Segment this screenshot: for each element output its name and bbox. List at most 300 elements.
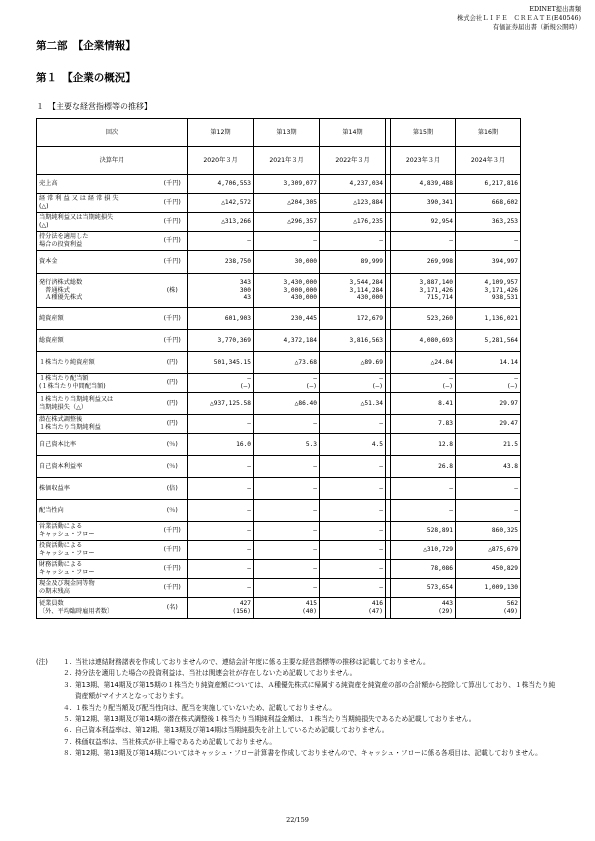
- value-text: △86.40: [294, 399, 317, 407]
- value-cell: [188, 330, 254, 352]
- value-cell: [391, 598, 456, 619]
- table-row: [37, 434, 521, 456]
- value-text: △937,125.58: [210, 399, 251, 407]
- row-label-text: １株当たり当期純利益又は 当期純損失（△）: [39, 395, 114, 411]
- row-unit: (円): [158, 352, 188, 374]
- value-text: 427 (156): [232, 600, 251, 615]
- value-text: 523,260: [426, 314, 453, 322]
- value-cell: [391, 500, 456, 522]
- note-item: [36, 725, 561, 736]
- value-text: ―: [313, 546, 317, 554]
- period-row: [37, 119, 521, 147]
- value-cell: [391, 579, 456, 598]
- table-row: [37, 500, 521, 522]
- value-text: 4,372,184: [283, 336, 317, 344]
- value-text: 14.14: [499, 358, 518, 366]
- value-cell: [456, 415, 521, 434]
- value-text: ―: [514, 237, 518, 245]
- row-label: [37, 560, 158, 579]
- notes-label: [36, 737, 63, 748]
- row-label-text: 従業員数 〔外、平均臨時雇用者数〕: [39, 600, 114, 615]
- value-cell: [254, 274, 320, 308]
- value-text: ― (―): [305, 375, 317, 390]
- value-text: ―: [313, 420, 317, 428]
- value-text: ―: [379, 237, 383, 245]
- note-text: 第12期、第13期及び第14期についてはキャッシュ・フロー計算書を作成しておりませんので、キャッシュ・フローに係る各項目は、記載しておりません。: [75, 749, 542, 758]
- value-cell: [456, 434, 521, 456]
- value-cell: [320, 213, 386, 232]
- value-cell: [456, 560, 521, 579]
- value-cell: [188, 478, 254, 500]
- value-cell: [391, 560, 456, 579]
- value-text: ―: [379, 527, 383, 535]
- value-cell: [254, 330, 320, 352]
- notes-label: [36, 680, 63, 703]
- value-cell: [456, 374, 521, 393]
- value-cell: [188, 500, 254, 522]
- row-unit: (千円): [158, 232, 188, 251]
- value-cell: [320, 232, 386, 251]
- value-text: △123,884: [353, 199, 383, 207]
- value-text: △24.04: [430, 358, 453, 366]
- value-cell: [254, 598, 320, 619]
- note-item: [36, 680, 561, 703]
- value-cell: [188, 374, 254, 393]
- value-cell: [254, 456, 320, 478]
- value-text: ―: [247, 584, 251, 592]
- note-number: ４.: [63, 703, 72, 712]
- value-text: ―: [379, 462, 383, 470]
- value-text: 528,891: [426, 527, 453, 535]
- value-text: ―: [313, 584, 317, 592]
- row-label-text: 財務活動による キャッシュ・フロー: [39, 561, 95, 576]
- value-cell: [188, 251, 254, 274]
- value-cell: [254, 213, 320, 232]
- note-item: [36, 668, 561, 679]
- value-text: 4.5: [371, 440, 383, 448]
- table-row: [37, 330, 521, 352]
- row-label-text: １株当たり配当額 (１株当たり中間配当額): [39, 375, 106, 390]
- note-number: ８.: [63, 749, 72, 758]
- value-text: 92,954: [430, 218, 453, 226]
- row-unit: (円): [158, 393, 188, 415]
- value-text: △313,266: [221, 218, 251, 226]
- row-label: [37, 541, 158, 560]
- value-cell: [320, 560, 386, 579]
- row-label: [37, 434, 158, 456]
- period-header-label: 決算年月: [37, 147, 188, 175]
- row-unit: (倍): [158, 478, 188, 500]
- value-cell: [456, 393, 521, 415]
- table-row: [37, 522, 521, 541]
- value-cell: [391, 522, 456, 541]
- table-row: [37, 194, 521, 213]
- note-item: [36, 714, 561, 725]
- value-cell: [254, 579, 320, 598]
- row-header-label: 回次: [37, 119, 188, 147]
- filing-type: 有価証券届出書（新規公開時）: [492, 24, 581, 31]
- value-cell: [320, 274, 386, 308]
- row-label-text: 発行済株式総数 普通株式 Ａ種優先株式: [39, 279, 83, 302]
- period-header: 第13期: [254, 119, 320, 147]
- notes-label: (注): [36, 658, 48, 666]
- value-cell: [188, 522, 254, 541]
- row-unit: (千円): [158, 522, 188, 541]
- value-cell: [254, 352, 320, 374]
- notes-section: [36, 657, 561, 760]
- row-label-text: 当期純利益又は当期純損失 (△): [39, 214, 114, 229]
- row-label: [37, 251, 158, 274]
- row-label: [37, 456, 158, 478]
- value-cell: [320, 541, 386, 560]
- value-cell: [320, 251, 386, 274]
- value-cell: [456, 352, 521, 374]
- value-cell: [254, 251, 320, 274]
- value-cell: [320, 194, 386, 213]
- value-cell: [391, 308, 456, 330]
- value-text: △204,305: [287, 199, 317, 207]
- notes-label: [36, 748, 63, 759]
- value-text: 860,325: [491, 527, 518, 535]
- value-text: 394,997: [491, 258, 518, 266]
- section-title: 第１ 【企業の概況】: [36, 72, 136, 84]
- value-text: 89,999: [360, 258, 383, 266]
- value-text: 3,887,140 3,171,426 715,714: [419, 279, 453, 302]
- value-text: 29.47: [499, 420, 518, 428]
- row-label: [37, 522, 158, 541]
- row-label-text: 株価収益率: [39, 484, 70, 492]
- note-text: 第12期、第13期及び第14期の潜在株式調整後１株当たり当期純利益金額は、１株当たり当期純損失であるため記載しておりません。: [75, 715, 476, 724]
- value-text: 1,009,130: [484, 584, 518, 592]
- value-text: ―: [379, 565, 383, 573]
- row-unit: (円): [158, 415, 188, 434]
- value-cell: [320, 393, 386, 415]
- value-text: 12.8: [438, 440, 453, 448]
- note-text: 第13期、第14期及び第15期の１株当たり純資産額については、Ａ種優先株式に帰属する純資産を純資産の部の合計額から控除して算出しており、１株当たり純資産額がマイナスとなっております。: [75, 680, 556, 701]
- fiscal-date: 2022年３月: [320, 147, 386, 175]
- value-text: ―: [313, 565, 317, 573]
- value-cell: [320, 308, 386, 330]
- row-label: [37, 213, 158, 232]
- value-text: 5.3: [305, 440, 317, 448]
- value-text: 3,816,563: [349, 336, 383, 344]
- row-label: [37, 500, 158, 522]
- value-cell: [456, 213, 521, 232]
- row-label: [37, 374, 158, 393]
- value-cell: [188, 175, 254, 194]
- value-cell: [320, 598, 386, 619]
- note-item: [36, 748, 561, 759]
- row-unit: (千円): [158, 560, 188, 579]
- value-text: △875,679: [488, 546, 518, 554]
- note-item: [36, 657, 561, 668]
- table-row: [37, 393, 521, 415]
- value-cell: [391, 213, 456, 232]
- row-unit: (千円): [158, 251, 188, 274]
- value-text: △51.34: [360, 399, 383, 407]
- period-header: 第15期: [391, 119, 456, 147]
- value-cell: [456, 175, 521, 194]
- value-text: ― (―): [239, 375, 251, 390]
- value-cell: [456, 522, 521, 541]
- row-label-text: 現金及び現金同等物 の期末残高: [39, 580, 95, 595]
- row-label-text: 売上高: [39, 180, 58, 188]
- table-row: [37, 232, 521, 251]
- value-text: ―: [379, 420, 383, 428]
- row-unit: (千円): [158, 541, 188, 560]
- value-text: ―: [379, 584, 383, 592]
- value-text: ― (―): [441, 375, 453, 390]
- value-cell: [456, 541, 521, 560]
- value-text: ―: [449, 237, 453, 245]
- row-unit: (円): [158, 374, 188, 393]
- value-text: ―: [247, 565, 251, 573]
- table-row: [37, 598, 521, 619]
- value-cell: [254, 232, 320, 251]
- value-text: 390,341: [426, 199, 453, 207]
- table-row: [37, 251, 521, 274]
- period-header: 第16期: [456, 119, 521, 147]
- value-cell: [254, 522, 320, 541]
- value-text: 3,430,000 3,000,000 430,000: [283, 279, 317, 302]
- value-text: ―: [247, 462, 251, 470]
- value-text: 501,345.15: [213, 358, 251, 366]
- value-text: 415 (40): [302, 600, 317, 615]
- row-unit: (千円): [158, 308, 188, 330]
- value-text: △142,572: [221, 199, 251, 207]
- table-row: [37, 541, 521, 560]
- value-cell: [456, 478, 521, 500]
- row-label: [37, 274, 158, 308]
- row-label-text: １株当たり純資産額: [39, 358, 95, 366]
- fiscal-date-row: [37, 147, 521, 175]
- value-text: 573,654: [426, 584, 453, 592]
- note-text: 当社は連結財務諸表を作成しておりませんので、連結会計年度に係る主要な経営指標等の推移は記載しておりません。: [75, 658, 430, 666]
- value-text: ―: [514, 506, 518, 514]
- row-unit: (千円): [158, 330, 188, 352]
- row-label-text: 持分法を適用した 場合の投資利益: [39, 233, 89, 248]
- value-cell: [320, 456, 386, 478]
- row-label-text: 経 常 利 益 又 は 経 常 損 失 (△): [39, 195, 119, 210]
- value-text: △296,357: [287, 218, 317, 226]
- row-label-text: 資本金: [39, 258, 58, 266]
- table-row: [37, 213, 521, 232]
- note-text: 自己資本利益率は、第12期、第13期及び第14期は当期純損失を計上しているため記載しておりません。: [75, 726, 389, 735]
- value-text: 3,770,369: [217, 336, 251, 344]
- row-label: [37, 232, 158, 251]
- note-number: ２.: [63, 669, 72, 678]
- value-cell: [320, 434, 386, 456]
- row-label-text: 配当性向: [39, 506, 64, 514]
- table-row: [37, 456, 521, 478]
- value-text: ―: [313, 237, 317, 245]
- value-text: 30,000: [294, 258, 317, 266]
- value-cell: [391, 274, 456, 308]
- value-cell: [391, 434, 456, 456]
- table-row: [37, 415, 521, 434]
- key-indicators-table: [36, 118, 521, 619]
- value-cell: [254, 393, 320, 415]
- value-cell: [391, 374, 456, 393]
- note-number: ７.: [63, 737, 72, 746]
- value-text: 230,445: [290, 314, 317, 322]
- page-number: 22/159: [286, 816, 309, 824]
- note-number: １.: [63, 658, 72, 666]
- value-text: 3,309,077: [283, 180, 317, 188]
- value-cell: [456, 194, 521, 213]
- value-cell: [391, 352, 456, 374]
- note-text: 持分法を適用した場合の投資利益は、当社は関連会社が存在しないため記載しておりません。: [75, 669, 357, 678]
- row-label: [37, 415, 158, 434]
- value-cell: [254, 541, 320, 560]
- value-text: 7.83: [438, 420, 453, 428]
- value-cell: [320, 522, 386, 541]
- value-text: 16.0: [236, 440, 251, 448]
- value-cell: [320, 374, 386, 393]
- value-cell: [320, 352, 386, 374]
- value-cell: [456, 456, 521, 478]
- value-text: △176,235: [353, 218, 383, 226]
- value-cell: [320, 330, 386, 352]
- value-cell: [188, 213, 254, 232]
- note-item: [36, 737, 561, 748]
- notes-label: [36, 725, 63, 736]
- period-header: 第12期: [188, 119, 254, 147]
- doc-type: EDINET提出書類: [529, 6, 581, 13]
- row-label: [37, 393, 158, 415]
- subsection-title: １ 【主要な経営指標等の推移】: [36, 102, 152, 111]
- row-label-text: 自己資本利益率: [39, 462, 83, 470]
- value-text: △73.68: [294, 358, 317, 366]
- value-text: 6,217,816: [484, 180, 518, 188]
- table-row: [37, 175, 521, 194]
- value-text: ―: [247, 506, 251, 514]
- note-text: 株価収益率は、当社株式が非上場であるため記載しておりません。: [75, 737, 277, 746]
- row-label: [37, 579, 158, 598]
- value-cell: [391, 330, 456, 352]
- value-text: △310,729: [423, 546, 453, 554]
- row-label-text: 自己資本比率: [39, 440, 77, 448]
- value-text: ―: [379, 484, 383, 492]
- value-cell: [254, 415, 320, 434]
- value-cell: [188, 598, 254, 619]
- value-cell: [320, 175, 386, 194]
- table-row: [37, 560, 521, 579]
- value-cell: [456, 500, 521, 522]
- value-text: ―: [247, 237, 251, 245]
- value-cell: [188, 274, 254, 308]
- table-row: [37, 274, 521, 308]
- value-text: ―: [449, 484, 453, 492]
- value-cell: [456, 251, 521, 274]
- value-cell: [391, 415, 456, 434]
- value-cell: [188, 308, 254, 330]
- value-cell: [188, 541, 254, 560]
- row-label-text: 純資産額: [39, 314, 64, 322]
- value-text: 668,602: [491, 199, 518, 207]
- value-text: ―: [379, 506, 383, 514]
- value-cell: [391, 478, 456, 500]
- value-cell: [320, 415, 386, 434]
- table-row: [37, 352, 521, 374]
- row-label: [37, 352, 158, 374]
- row-unit: (株): [158, 274, 188, 308]
- table-row: [37, 579, 521, 598]
- note-number: ６.: [63, 726, 72, 735]
- value-cell: [391, 194, 456, 213]
- fiscal-date: 2023年３月: [391, 147, 456, 175]
- value-cell: [188, 393, 254, 415]
- value-text: ―: [247, 420, 251, 428]
- notes-label: [36, 703, 63, 714]
- value-text: ― (―): [506, 375, 518, 390]
- value-text: ―: [514, 484, 518, 492]
- table-row: [37, 478, 521, 500]
- value-cell: [254, 374, 320, 393]
- value-text: 21.5: [503, 440, 518, 448]
- fiscal-date: 2020年３月: [188, 147, 254, 175]
- row-unit: (名): [158, 598, 188, 619]
- value-text: 343 300 43: [239, 279, 251, 302]
- value-text: 4,237,034: [349, 180, 383, 188]
- value-cell: [254, 434, 320, 456]
- value-cell: [320, 579, 386, 598]
- row-unit: (千円): [158, 194, 188, 213]
- value-text: 26.8: [438, 462, 453, 470]
- value-text: 269,998: [426, 258, 453, 266]
- value-text: 8.41: [438, 399, 453, 407]
- table-row: [37, 374, 521, 393]
- value-text: 78,086: [430, 565, 453, 573]
- value-cell: [254, 194, 320, 213]
- value-cell: [456, 598, 521, 619]
- value-text: △89.69: [360, 358, 383, 366]
- value-cell: [391, 251, 456, 274]
- row-unit: (千円): [158, 213, 188, 232]
- row-unit: (％): [158, 500, 188, 522]
- row-label-text: 投資活動による キャッシュ・フロー: [39, 542, 95, 557]
- value-cell: [320, 500, 386, 522]
- value-cell: [391, 456, 456, 478]
- value-text: 443 (29): [438, 600, 453, 615]
- value-cell: [188, 194, 254, 213]
- value-cell: [391, 541, 456, 560]
- fiscal-date: 2021年３月: [254, 147, 320, 175]
- value-cell: [254, 500, 320, 522]
- value-text: ―: [313, 462, 317, 470]
- row-unit: (千円): [158, 579, 188, 598]
- row-unit: (％): [158, 456, 188, 478]
- value-cell: [188, 415, 254, 434]
- value-cell: [188, 232, 254, 251]
- part-title: 第二部 【企業情報】: [36, 40, 136, 52]
- value-text: 363,253: [491, 218, 518, 226]
- note-text: １株当たり配当額及び配当性向は、配当を実施していないため、記載しておりません。: [75, 703, 336, 712]
- value-cell: [254, 308, 320, 330]
- row-unit: (％): [158, 434, 188, 456]
- value-cell: [391, 232, 456, 251]
- notes-label: [36, 668, 63, 679]
- value-text: 3,544,284 3,114,284 430,000: [349, 279, 383, 302]
- row-unit: (千円): [158, 175, 188, 194]
- value-text: ―: [313, 527, 317, 535]
- value-text: 5,281,564: [484, 336, 518, 344]
- value-text: 172,679: [356, 314, 383, 322]
- row-label-text: 潜在株式調整後 １株当たり当期純利益: [39, 416, 101, 431]
- value-cell: [188, 434, 254, 456]
- table-row: [37, 308, 521, 330]
- value-cell: [188, 456, 254, 478]
